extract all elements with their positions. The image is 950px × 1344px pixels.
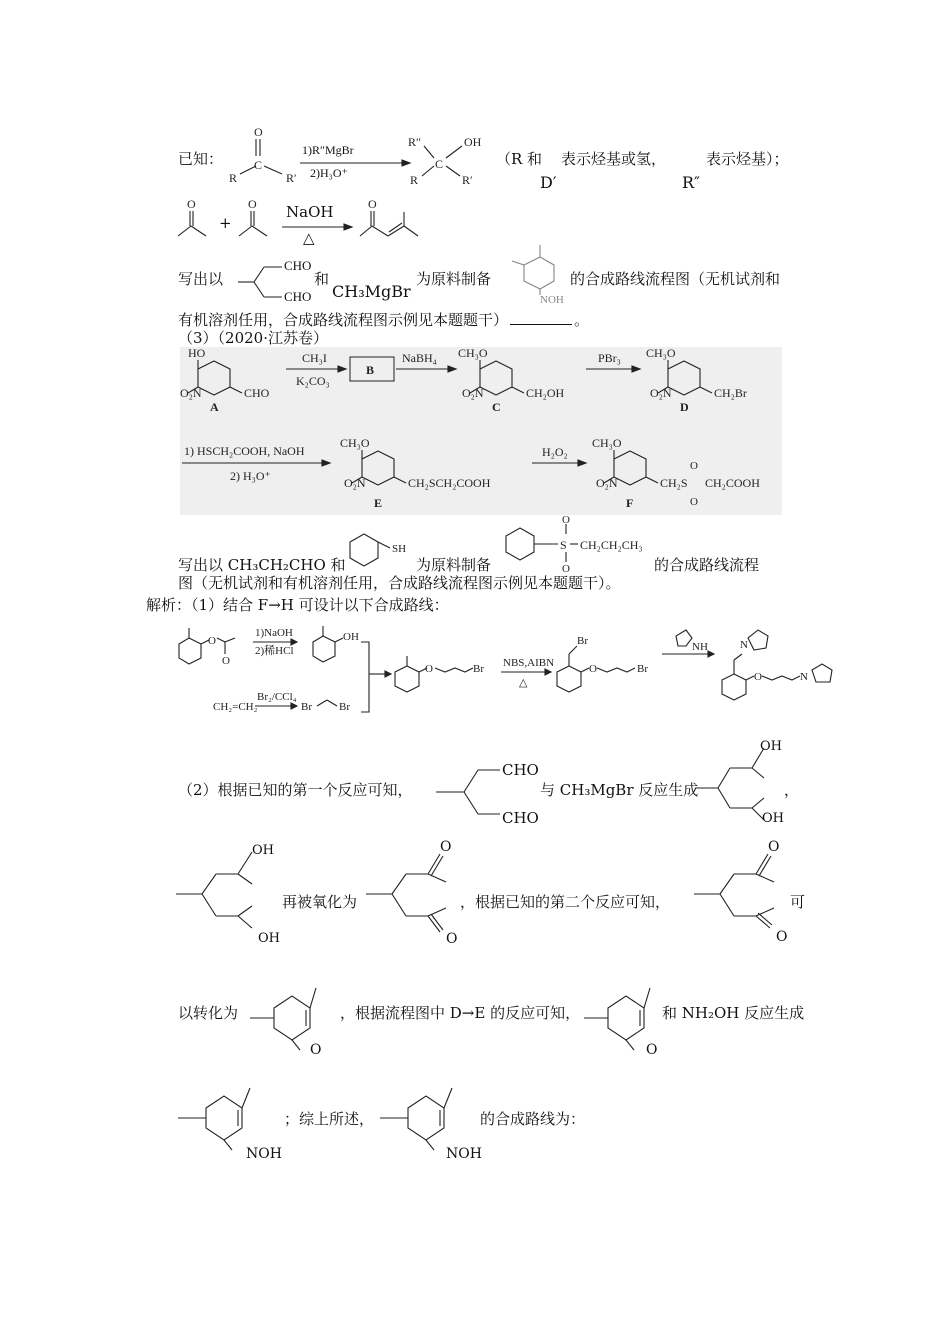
q3-line2: 图（无机试剂和有机溶剂任用，合成路线流程图示例见本题题干）。 bbox=[178, 574, 621, 592]
svg-text:O: O bbox=[254, 125, 263, 139]
oxime-target-structure bbox=[502, 243, 572, 306]
task2-text-b: 为原料制备 bbox=[416, 270, 492, 288]
svg-text:NOH: NOH bbox=[540, 294, 564, 306]
svg-text:C: C bbox=[254, 158, 263, 172]
svg-text:K₂CO₃: K₂CO₃ bbox=[296, 374, 330, 388]
reaction-scheme bbox=[180, 347, 780, 515]
symbol-d-prime: D′ bbox=[540, 173, 557, 192]
svg-text:Br: Br bbox=[577, 635, 588, 647]
noh-label: NOH bbox=[446, 1146, 482, 1162]
diketone-structure bbox=[694, 838, 804, 948]
svg-text:O: O bbox=[208, 635, 216, 647]
svg-text:S: S bbox=[560, 538, 567, 552]
q3-text-a: 写出以 CH₃CH₂CHO 和 bbox=[178, 556, 346, 574]
svg-text:O₂N: O₂N bbox=[180, 386, 202, 400]
oh-label: OH bbox=[252, 843, 274, 858]
svg-text:1)NaOH: 1)NaOH bbox=[255, 627, 293, 639]
svg-text:Br: Br bbox=[637, 663, 648, 675]
grignard-reagent-top: 1)R″MgBr bbox=[302, 143, 354, 157]
svg-text:CH₂Br: CH₂Br bbox=[714, 386, 747, 400]
svg-text:NH: NH bbox=[692, 641, 708, 653]
task2-text-c: 的合成路线流程图（无机试剂和 bbox=[570, 270, 781, 288]
thiophenol-structure bbox=[342, 528, 422, 574]
known-note-a: （R 和 bbox=[496, 150, 543, 168]
svg-text:O₂N: O₂N bbox=[462, 386, 484, 400]
svg-text:O: O bbox=[754, 671, 762, 683]
compound-e bbox=[340, 436, 491, 510]
task2-line2 bbox=[178, 311, 589, 329]
svg-text:O: O bbox=[589, 663, 597, 675]
analysis-line1: 解析：（1）结合 F→H 可设计以下合成路线： bbox=[146, 596, 449, 614]
cho-label: CHO bbox=[284, 289, 312, 304]
analysis-p4-a: 以转化为 bbox=[178, 1004, 239, 1022]
svg-text:O: O bbox=[222, 655, 230, 667]
svg-text:O: O bbox=[368, 197, 377, 211]
svg-text:D: D bbox=[680, 400, 689, 414]
svg-text:PBr₃: PBr₃ bbox=[598, 351, 621, 365]
svg-text:O: O bbox=[690, 496, 698, 508]
noh-label: NOH bbox=[246, 1146, 282, 1162]
route-1-product bbox=[650, 614, 850, 724]
svg-text:O₂N: O₂N bbox=[596, 476, 618, 490]
svg-text:O₂N: O₂N bbox=[344, 476, 366, 490]
o-label: O bbox=[768, 839, 780, 855]
svg-text:Br: Br bbox=[473, 663, 484, 675]
heat-symbol: △ bbox=[303, 229, 315, 247]
svg-text:O: O bbox=[690, 460, 698, 472]
svg-text:OH: OH bbox=[343, 631, 359, 643]
mesityl-oxide-structure bbox=[360, 196, 430, 241]
ketone-structure bbox=[226, 124, 316, 194]
oh-label: OH bbox=[760, 739, 782, 754]
svg-text:O₂N: O₂N bbox=[650, 386, 672, 400]
dibromide bbox=[557, 635, 648, 692]
svg-text:OH: OH bbox=[464, 135, 482, 149]
svg-text:N: N bbox=[800, 671, 808, 683]
svg-text:CH₂=CH₂: CH₂=CH₂ bbox=[213, 701, 258, 713]
svg-text:HO: HO bbox=[188, 346, 206, 360]
svg-text:A: A bbox=[210, 400, 219, 414]
analysis-p5-b: 的合成路线为： bbox=[480, 1110, 586, 1128]
svg-text:2) H₃O⁺: 2) H₃O⁺ bbox=[230, 469, 271, 483]
svg-text:2)稀HCl: 2)稀HCl bbox=[255, 645, 294, 657]
svg-text:E: E bbox=[374, 496, 383, 510]
oh-label: OH bbox=[762, 811, 784, 826]
svg-text:CH₃O: CH₃O bbox=[340, 436, 370, 450]
naoh-label: NaOH bbox=[286, 203, 334, 221]
alcohol-structure bbox=[406, 124, 496, 194]
analysis-p4-b: ，根据流程图中 D→E 的反应可知， bbox=[340, 1004, 581, 1022]
answer-blank bbox=[510, 324, 572, 325]
o-label: O bbox=[440, 839, 452, 855]
o-label: O bbox=[646, 1042, 658, 1058]
analysis-p5-a: ；综上所述， bbox=[284, 1110, 375, 1128]
svg-text:O: O bbox=[562, 514, 570, 526]
svg-text:CH₂COOH: CH₂COOH bbox=[705, 476, 760, 490]
analysis-p3-c: 可 bbox=[790, 893, 806, 911]
svg-text:R′: R′ bbox=[462, 173, 473, 187]
svg-text:CH₃O: CH₃O bbox=[646, 346, 676, 360]
cho-label: CHO bbox=[502, 761, 539, 779]
svg-text:CH₃I: CH₃I bbox=[302, 351, 327, 365]
route-1-scheme bbox=[175, 614, 695, 724]
known-label: 已知： bbox=[178, 150, 224, 168]
svg-text:R: R bbox=[229, 171, 238, 185]
svg-text:O: O bbox=[425, 663, 433, 675]
task2-line2-text: 有机溶剂任用，合成路线流程图示例见本题题干） bbox=[178, 311, 509, 329]
o-label: O bbox=[776, 929, 788, 945]
symbol-r-double-prime: R″ bbox=[682, 173, 701, 192]
compound-d bbox=[646, 346, 747, 414]
q3-text-c: 的合成路线流程 bbox=[654, 556, 760, 574]
analysis-p3-a: 再被氧化为 bbox=[282, 893, 358, 911]
grignard-reagent-bottom: 2)H₃O⁺ bbox=[310, 166, 348, 180]
svg-text:F: F bbox=[626, 496, 634, 510]
cho-label: CHO bbox=[284, 258, 312, 273]
svg-text:O: O bbox=[562, 563, 570, 575]
sulfone-target-structure bbox=[500, 514, 660, 574]
known-note-b: 表示烃基或氢， bbox=[561, 150, 667, 168]
svg-text:CH₂OH: CH₂OH bbox=[526, 386, 565, 400]
analysis-p4-c: 和 NH₂OH 反应生成 bbox=[662, 1004, 805, 1022]
svg-text:C: C bbox=[492, 400, 501, 414]
reaction-arrow bbox=[282, 224, 352, 230]
svg-text:NBS,AIBN: NBS,AIBN bbox=[503, 657, 555, 669]
svg-text:CH₃O: CH₃O bbox=[458, 346, 488, 360]
svg-text:CH₂SCH₂COOH: CH₂SCH₂COOH bbox=[408, 476, 491, 490]
oh-label: OH bbox=[258, 931, 280, 946]
svg-text:R″: R″ bbox=[408, 135, 422, 149]
bromopropyl-ether bbox=[395, 656, 484, 692]
o-label: O bbox=[446, 931, 458, 947]
analysis-p3-b: ，根据已知的第二个反应可知， bbox=[460, 893, 671, 911]
analysis-p2-b: 与 CH₃MgBr 反应生成 bbox=[540, 781, 699, 799]
compound-f bbox=[592, 436, 760, 510]
diketone-structure bbox=[366, 836, 476, 946]
acetone-structure-2 bbox=[237, 196, 287, 241]
svg-text:O: O bbox=[187, 197, 196, 211]
svg-text:B: B bbox=[366, 363, 375, 377]
svg-text:CH₂CH₂CH₃: CH₂CH₂CH₃ bbox=[580, 538, 643, 552]
plus-sign: + bbox=[219, 214, 232, 232]
and-text: 和 bbox=[314, 270, 330, 288]
svg-text:△: △ bbox=[519, 677, 528, 689]
svg-text:SH: SH bbox=[392, 543, 407, 555]
known-note-c: 表示烃基）； bbox=[706, 150, 789, 168]
o-cresyl-acetate bbox=[179, 628, 235, 667]
question-3-title: （3）（2020·江苏卷） bbox=[178, 329, 328, 347]
ch3mgbr-label: CH₃MgBr bbox=[332, 282, 411, 301]
compound-c bbox=[458, 346, 565, 414]
q3-text-b: 为原料制备 bbox=[416, 556, 492, 574]
analysis-p2-a: （2）根据已知的第一个反应可知， bbox=[178, 781, 413, 799]
task2-text-a: 写出以 bbox=[178, 270, 224, 288]
svg-text:C: C bbox=[435, 157, 444, 171]
svg-text:Br₂/CCl₄: Br₂/CCl₄ bbox=[257, 691, 297, 703]
comma: ， bbox=[784, 781, 800, 799]
o-cresol bbox=[313, 626, 359, 662]
compound-a bbox=[180, 346, 270, 414]
svg-text:NaBH₄: NaBH₄ bbox=[402, 351, 437, 365]
svg-text:R′: R′ bbox=[286, 171, 297, 185]
svg-text:O: O bbox=[248, 197, 257, 211]
svg-text:Br: Br bbox=[301, 701, 312, 713]
svg-text:1) HSCH₂COOH, NaOH: 1) HSCH₂COOH, NaOH bbox=[184, 444, 305, 458]
task2-line2-end: 。 bbox=[574, 311, 590, 329]
svg-text:R: R bbox=[410, 173, 419, 187]
svg-text:N: N bbox=[740, 639, 748, 651]
svg-text:CH₃O: CH₃O bbox=[592, 436, 622, 450]
cho-label: CHO bbox=[502, 809, 539, 827]
o-label: O bbox=[310, 1042, 322, 1058]
svg-text:H₂O₂: H₂O₂ bbox=[542, 445, 568, 459]
svg-text:Br: Br bbox=[339, 701, 350, 713]
svg-text:CH₂S: CH₂S bbox=[660, 476, 688, 490]
enone-structure bbox=[244, 960, 344, 1060]
svg-text:CHO: CHO bbox=[244, 386, 270, 400]
